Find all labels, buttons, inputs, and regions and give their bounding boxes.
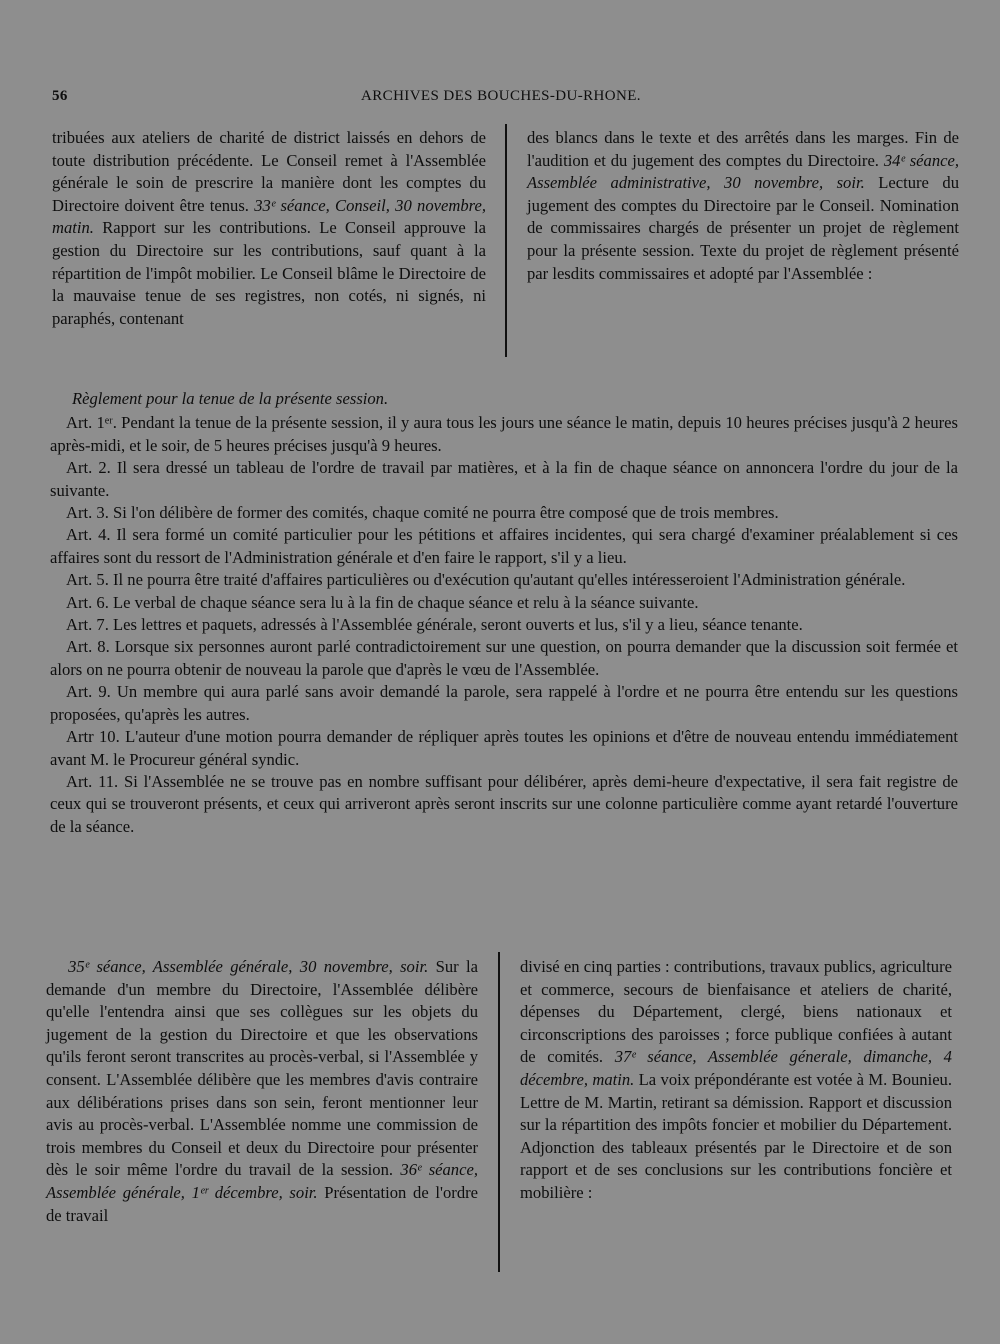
article-9: Art. 9. Un membre qui aura parlé sans avoir demandé la parole, sera rappelé à l'ordre et ne pourra être entendu sur les questions proposées, qu'après les autres.: [50, 682, 958, 724]
text-run: divisé en cinq parties : contributions, travaux publics, agriculture et commerce, secours de bienfaisance et ateliers de charité, dépenses du Département, clergé, biens nationaux et circonscriptions des paroisses ; force publique confiées à autant de comités.: [520, 957, 952, 1067]
session-heading-34: 34ᵉ séance, Assemblée administrative, 30 novembre, soir.: [527, 150, 959, 193]
session-heading-37: 37ᵉ séance, Assemblée génerale, dimanche, 4 décembre, matin.: [520, 1047, 952, 1089]
page-number: 56: [52, 88, 68, 104]
article-7: Art. 7. Les lettres et paquets, adressés à l'Assemblée générale, seront ouverts et lus, s'il y a lieu, séance tenante.: [66, 615, 803, 635]
text-run: Rapport sur les contributions. Le Conseil approuve la gestion du Directoire sur les contributions, sauf quant à la répartition de l'impôt mobilier. Le Conseil blâme le Directoire de la mauvaise tenue de ses registres, non cotés, ni signés, ni paraphés, contenant: [52, 218, 486, 328]
article-8: Art. 8. Lorsque six personnes auront parlé contradictoirement sur une question, on pourra demander que la discussion soit fermée et alors on ne pourra obtenir de nouveau la parole que d'après le vœu de l'Assemblée.: [50, 637, 958, 679]
text-run: tribuées aux ateliers de charité de district laissés en dehors de toute distribution précédente. Le Conseil remet à l'Assemblée générale le soin de prescrire la manière dont les comptes du Directoire doivent être tenus.: [52, 128, 486, 215]
text-run: La voix prépondérante est votée à M. Bounieu. Lettre de M. Martin, retirant sa démission. Rapport et discussion sur la répartition des impôts foncier et mobilier du Département. Adjonction des tableaux présentés par le Directoire et de son rapport et de ses conclusions sur les contributions foncière et mobilière :: [520, 1069, 953, 1202]
bottom-right-column: [520, 956, 952, 1205]
bottom-left-paragraph: [46, 956, 478, 1227]
article-10: Artr 10. L'auteur d'une motion pourra demander de répliquer après toutes les opinions et d'être de nouveau entendu immédiatement avant M. le Procureur général syndic.: [50, 727, 958, 769]
article-1: Art. 1ᵉʳ. Pendant la tenue de la présente session, il y aura tous les jours une séance le matin, depuis 10 heures précises jusqu'à 2 heures après-midi, et le soir, de 5 heures précises jusqu'à 9 heures.: [50, 413, 958, 455]
column-divider: [505, 124, 507, 357]
session-heading-33: 33ᵉ séance, Conseil, 30 novembre, matin.: [52, 195, 486, 238]
article-6: Art. 6. Le verbal de chaque séance sera lu à la fin de chaque séance et relu à la séance suivante.: [66, 592, 699, 612]
text-run: Sur la demande d'un membre du Directoire, l'Assemblée délibère qu'elle l'entendra ainsi que ses collègues sur les objets du jugement de la gestion du Directoire et que les observations qu'ils feront seront transcrites au procès-verbal, si l'Assemblée y consent. L'Assemblée délibère que les membres d'avis contraire aux délibérations prises dans son sein, feront mentionner leur avis au procès-verbal. L'Assemblée nomme une commission de trois membres du Conseil et deux du Directoire pour présenter dès le soir même l'ordre du travail de la session.: [46, 957, 478, 1180]
reglement-title: Règlement pour la tenue de la présente session.: [72, 389, 389, 408]
top-left-paragraph: [52, 127, 486, 330]
article-4: Art. 4. Il sera formé un comité particulier pour les pétitions et affaires incidentes, qui sera chargé d'examiner préalablement si ces affaires sont du ressort de l'Administration générale et d'en faire le rapport, s'il y a lieu.: [50, 525, 958, 567]
running-title: ARCHIVES DES BOUCHES-DU-RHONE.: [361, 88, 641, 104]
column-divider: [498, 952, 500, 1272]
top-left-column: [52, 127, 486, 330]
bottom-right-paragraph: [520, 956, 952, 1205]
text-run: Lecture du jugement des comptes du Directoire par le Conseil. Nomination de commissaires chargés de présenter un projet de règlement pour la présente session. Texte du projet de règlement présenté par lesdits commissaires et adopté par l'Assemblée :: [527, 173, 959, 283]
session-heading-36: 36ᵉ séance, Assemblée générale, 1ᵉʳ décembre, soir.: [46, 1160, 478, 1202]
reglement-section: [50, 388, 958, 838]
top-right-column: [527, 127, 959, 285]
bottom-left-column: [46, 956, 478, 1227]
text-run: des blancs dans le texte et des arrêtés dans les marges. Fin de l'audition et du jugement des comptes du Directoire.: [527, 128, 959, 170]
top-right-paragraph: [527, 127, 959, 285]
article-5: Art. 5. Il ne pourra être traité d'affaires particulières ou d'exécution qu'autant qu'elles intéresseroient l'Administration générale.: [66, 570, 906, 590]
article-11: Art. 11. Si l'Assemblée ne se trouve pas en nombre suffisant pour délibérer, après demi-heure d'expectative, il sera fait registre de ceux qui se trouveront présents, et ceux qui arriveront après seront inscrits sur une colonne particulière comme ayant retardé l'ouverture de la séance.: [50, 771, 958, 836]
text-run: Présentation de l'ordre de travail: [46, 1182, 479, 1225]
article-3: Art. 3. Si l'on délibère de former des comités, chaque comité ne pourra être composé que de trois membres.: [66, 503, 779, 523]
article-2: Art. 2. Il sera dressé un tableau de l'ordre de travail par matières, et à la fin de chaque séance on annoncera l'ordre du jour de la suivante.: [50, 458, 958, 500]
session-heading-35: 35ᵉ séance, Assemblée générale, 30 novembre, soir.: [68, 957, 429, 976]
page-header: [52, 88, 950, 112]
